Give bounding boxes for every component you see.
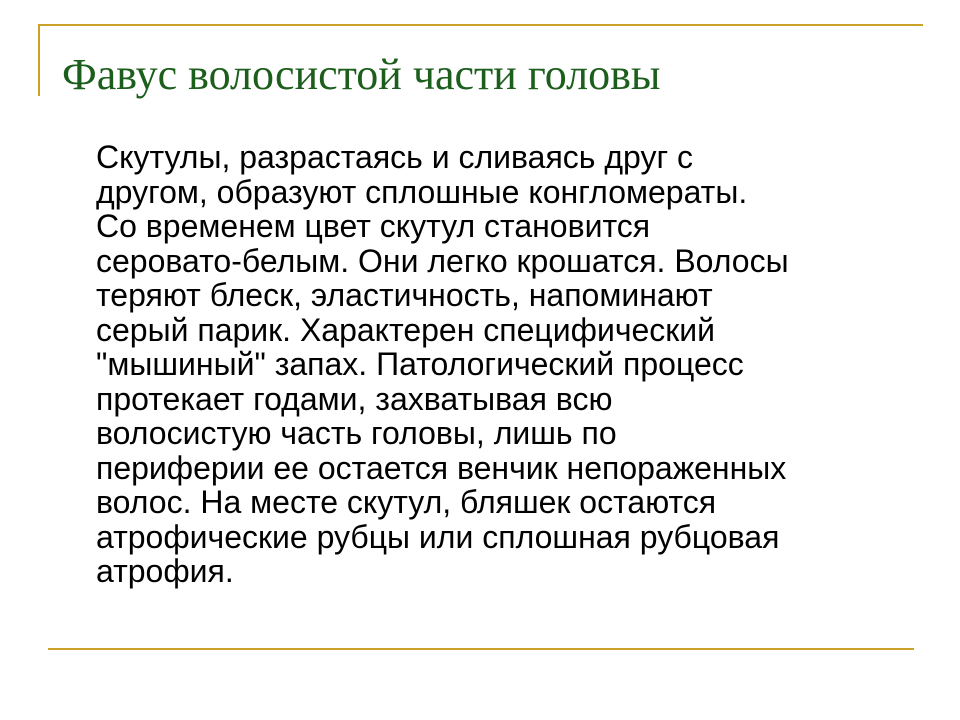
body-line: периферии ее остается венчик непораженных <box>96 449 787 486</box>
body-line: Скутулы, разрастаясь и сливаясь друг с <box>96 139 694 175</box>
body-line: атрофия. <box>96 553 234 589</box>
body-line: волосистую часть головы, лишь по <box>96 415 617 451</box>
body-line: "мышиный" запах. Патологический процесс <box>96 346 744 382</box>
body-line: серый парик. Характерен специфический <box>96 311 716 348</box>
left-accent-line <box>38 24 40 96</box>
body-line: серовато-белым. Они легко крошатся. Волосы <box>96 242 789 279</box>
slide-title: Фавус волосистой части головы <box>62 50 661 99</box>
bottom-accent-line <box>48 648 914 650</box>
slide-body <box>96 140 916 589</box>
body-line: волос. На месте скутул, бляшек остаются <box>96 484 717 520</box>
body-line: теряют блеск, эластичность, напоминают <box>96 277 713 313</box>
body-line: другом, образуют сплошные конгломераты. <box>96 173 748 210</box>
body-line: протекает годами, захватывая всю <box>96 380 613 417</box>
body-line: атрофические рубцы или сплошная рубцовая <box>96 518 780 555</box>
body-line: Со временем цвет скутул становится <box>96 208 651 244</box>
top-accent-line <box>38 24 923 26</box>
